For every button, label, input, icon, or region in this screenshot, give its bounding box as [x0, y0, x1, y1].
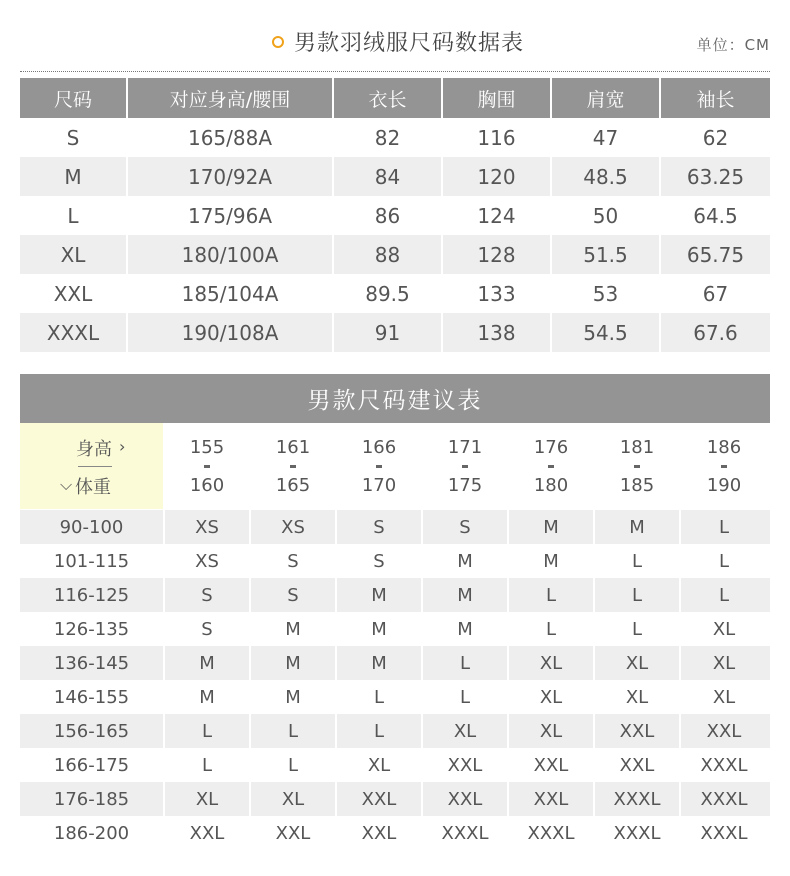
size-recommendation-cell: L — [595, 544, 681, 578]
size-recommendation-cell: L — [251, 714, 337, 748]
table-row — [20, 680, 770, 714]
size-recommendation-cell: XXL — [595, 748, 681, 782]
corner-divider — [78, 466, 112, 467]
size-recommendation-cell: XL — [337, 748, 423, 782]
height-range-header — [337, 423, 423, 509]
table-cell: 128 — [443, 235, 552, 274]
size-recommendation-cell: L — [595, 612, 681, 646]
size-recommendation-cell: XXXL — [700, 822, 748, 844]
size-recommendation-cell: XXL — [337, 816, 423, 850]
size-recommendation-cell: XS — [251, 510, 337, 544]
weight-range-label: 146-155 — [20, 680, 165, 714]
size-recommendation-cell: XXL — [423, 782, 509, 816]
table-row — [20, 235, 770, 274]
range-dash — [204, 465, 210, 468]
height-from: 181 — [619, 437, 655, 458]
size-recommendation-cell: S — [337, 510, 423, 544]
weight-range-label: 126-135 — [20, 612, 165, 646]
weight-range-label: 116-125 — [20, 578, 165, 612]
size-recommendation-cell: XXXL — [700, 788, 748, 810]
size-recommendation-cell: XXL — [251, 816, 337, 850]
weight-range-label: 136-145 — [20, 646, 165, 680]
table-cell: 63.25 — [686, 164, 745, 189]
table-row — [20, 748, 770, 782]
height-to: 175 — [447, 475, 483, 496]
table-cell: 180/100A — [128, 235, 334, 274]
size-recommendation-cell: XL — [595, 646, 681, 680]
size-recommendation-cell: XXXL — [423, 816, 509, 850]
height-from: 155 — [189, 437, 225, 458]
size-recommendation-cell: L — [718, 584, 730, 606]
size-recommendation-cell: M — [595, 510, 681, 544]
table-cell: 170/92A — [128, 157, 334, 196]
table-row — [20, 612, 770, 646]
height-range-header — [251, 423, 337, 509]
size-recommendation-cell: L — [595, 578, 681, 612]
height-range-header — [423, 423, 509, 509]
table-cell: M — [20, 157, 128, 196]
table-row — [20, 274, 770, 313]
table-cell: 89.5 — [334, 274, 443, 313]
table-cell: 88 — [334, 235, 443, 274]
weight-range-label: 186-200 — [20, 816, 165, 850]
size-recommendation-cell: S — [337, 544, 423, 578]
height-to: 160 — [189, 475, 225, 496]
table-cell: 51.5 — [552, 235, 661, 274]
table-cell: 91 — [334, 313, 443, 352]
size-recommendation-cell: XXL — [595, 714, 681, 748]
table-row — [20, 510, 770, 544]
unit-label: 单位：CM — [696, 36, 770, 54]
size-recommendation-cell: M — [509, 510, 595, 544]
size-recommendation-cell: XXXL — [509, 816, 595, 850]
size-recommendation-cell: M — [423, 544, 509, 578]
col-header-sleeve: 袖长 — [696, 88, 735, 111]
recommend-table-header — [20, 423, 770, 509]
size-recommendation-cell: XL — [423, 714, 509, 748]
size-recommendation-cell: L — [251, 748, 337, 782]
weight-range-label: 156-165 — [20, 714, 165, 748]
table-cell: XXL — [20, 274, 128, 313]
size-recommendation-cell: XL — [165, 782, 251, 816]
size-recommendation-cell: XXL — [509, 782, 595, 816]
size-recommendation-cell: L — [509, 578, 595, 612]
height-to: 190 — [706, 475, 742, 496]
table-cell: XXXL — [20, 313, 128, 352]
table-cell: 47 — [552, 118, 661, 157]
height-label: 身高 — [76, 439, 112, 460]
height-from: 171 — [447, 437, 483, 458]
table-cell: 48.5 — [552, 157, 661, 196]
dotted-divider — [20, 71, 770, 72]
table-cell: L — [20, 196, 128, 235]
range-dash — [634, 465, 640, 468]
size-table-header — [20, 78, 770, 118]
title-wrap — [272, 26, 524, 57]
table-cell: 116 — [443, 118, 552, 157]
table-cell: 62 — [702, 125, 729, 150]
col-header-shoulder: 肩宽 — [552, 78, 661, 118]
size-recommendation-cell: XXXL — [595, 782, 681, 816]
height-range-header — [681, 423, 767, 509]
size-recommendation-cell: L — [337, 680, 423, 714]
size-recommendation-cell: XXL — [706, 720, 742, 742]
size-recommendation-cell: L — [165, 748, 251, 782]
height-range-header — [509, 423, 595, 509]
table-row — [20, 157, 770, 196]
table-cell: S — [20, 118, 128, 157]
table-cell: 53 — [552, 274, 661, 313]
size-recommendation-cell: S — [165, 612, 251, 646]
corner-cell — [20, 423, 165, 509]
height-to: 185 — [619, 475, 655, 496]
table-row — [20, 313, 770, 352]
table-row — [20, 196, 770, 235]
page-header — [0, 0, 790, 72]
size-recommendation-cell: M — [423, 578, 509, 612]
size-recommendation-cell: L — [423, 646, 509, 680]
size-recommendation-cell: L — [718, 550, 730, 572]
range-dash — [376, 465, 382, 468]
height-from: 186 — [706, 437, 742, 458]
size-recommendation-cell: S — [251, 544, 337, 578]
recommend-table-body — [20, 510, 770, 850]
size-recommendation-cell: M — [337, 646, 423, 680]
table-cell: 82 — [334, 118, 443, 157]
table-row — [20, 544, 770, 578]
table-cell: 185/104A — [128, 274, 334, 313]
table-row — [20, 578, 770, 612]
height-range-header — [595, 423, 681, 509]
size-recommendation-cell: S — [423, 510, 509, 544]
size-recommendation-cell: XL — [712, 686, 736, 708]
table-cell: 175/96A — [128, 196, 334, 235]
height-from: 166 — [361, 437, 397, 458]
col-header-chest: 胸围 — [443, 78, 552, 118]
size-recommendation-cell: XL — [509, 714, 595, 748]
size-recommendation-cell: L — [509, 612, 595, 646]
table-cell: 64.5 — [693, 203, 738, 228]
range-dash — [548, 465, 554, 468]
height-from: 176 — [533, 437, 569, 458]
table-cell: 65.75 — [686, 242, 745, 267]
height-range-header — [165, 423, 251, 509]
table-cell: 67 — [702, 281, 729, 306]
col-header-length: 衣长 — [334, 78, 443, 118]
height-from: 161 — [275, 437, 311, 458]
size-recommendation-cell: L — [718, 516, 730, 538]
table-cell: 54.5 — [552, 313, 661, 352]
table-cell: 138 — [443, 313, 552, 352]
table-row — [20, 816, 770, 850]
table-cell: 86 — [334, 196, 443, 235]
size-recommendation-cell: M — [509, 544, 595, 578]
table-row — [20, 714, 770, 748]
size-recommendation-cell: M — [423, 612, 509, 646]
size-recommendation-cell: XXL — [165, 816, 251, 850]
size-recommendation-cell: M — [337, 578, 423, 612]
height-to: 180 — [533, 475, 569, 496]
size-recommendation-cell: XXXL — [700, 754, 748, 776]
table-cell: 133 — [443, 274, 552, 313]
table-cell: 84 — [334, 157, 443, 196]
table-cell: 124 — [443, 196, 552, 235]
weight-range-label: 166-175 — [20, 748, 165, 782]
col-header-size: 尺码 — [20, 78, 128, 118]
size-recommendation-cell: L — [423, 680, 509, 714]
size-recommendation-cell: XL — [712, 652, 736, 674]
range-dash — [721, 465, 727, 468]
size-recommendation-cell: M — [337, 612, 423, 646]
chevron-down-icon: ⌵ — [60, 475, 73, 494]
recommend-table-title: 男款尺码建议表 — [20, 374, 770, 423]
table-cell: 50 — [552, 196, 661, 235]
table-cell: 165/88A — [128, 118, 334, 157]
size-recommendation-cell: M — [165, 646, 251, 680]
range-dash — [462, 465, 468, 468]
circle-bullet-icon — [272, 36, 284, 48]
weight-range-label: 101-115 — [20, 544, 165, 578]
size-recommendation-cell: XXL — [423, 748, 509, 782]
table-cell: 67.6 — [693, 320, 738, 345]
size-recommendation-cell: XS — [165, 510, 251, 544]
table-row — [20, 646, 770, 680]
size-recommendation-cell: M — [251, 680, 337, 714]
size-recommendation-cell: XXL — [337, 782, 423, 816]
size-recommendation-cell: XXL — [509, 748, 595, 782]
size-recommendation-cell: XL — [251, 782, 337, 816]
range-dash — [290, 465, 296, 468]
weight-range-label: 176-185 — [20, 782, 165, 816]
table-row — [20, 118, 770, 157]
size-recommendation-cell: L — [337, 714, 423, 748]
size-recommendation-cell: XL — [509, 680, 595, 714]
size-recommendation-cell: M — [251, 612, 337, 646]
size-recommendation-cell: S — [251, 578, 337, 612]
weight-range-label: 90-100 — [20, 510, 165, 544]
size-recommendation-cell: S — [165, 578, 251, 612]
col-header-height-waist: 对应身高/腰围 — [128, 78, 334, 118]
weight-label: 体重 — [75, 477, 111, 498]
size-recommendation-cell: XL — [509, 646, 595, 680]
table-row — [20, 782, 770, 816]
chevron-right-icon: › — [119, 437, 126, 456]
table-cell: XL — [20, 235, 128, 274]
size-recommendation-cell: M — [165, 680, 251, 714]
size-recommendation-cell: XL — [712, 618, 736, 640]
page-title: 男款羽绒服尺码数据表 — [294, 31, 525, 56]
size-recommendation-cell: XL — [595, 680, 681, 714]
size-recommendation-cell: L — [165, 714, 251, 748]
height-to: 170 — [361, 475, 397, 496]
size-recommendation-cell: XXXL — [595, 816, 681, 850]
height-to: 165 — [275, 475, 311, 496]
size-recommendation-cell: M — [251, 646, 337, 680]
table-cell: 120 — [443, 157, 552, 196]
size-recommendation-cell: XS — [165, 544, 251, 578]
size-data-table — [20, 78, 770, 352]
table-cell: 190/108A — [128, 313, 334, 352]
